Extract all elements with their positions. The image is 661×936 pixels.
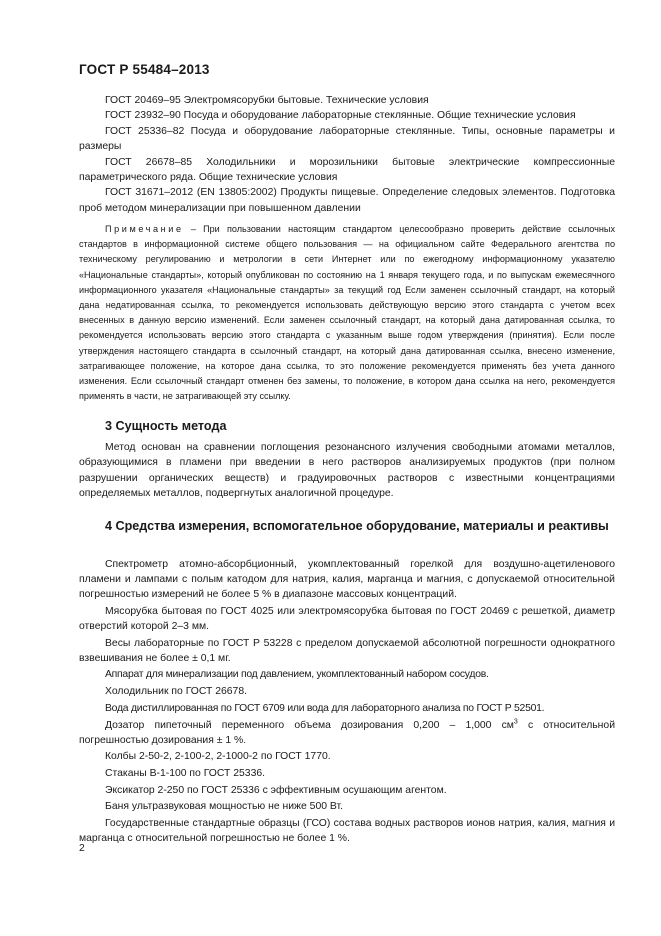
equipment-item: Эксикатор 2-250 по ГОСТ 25336 с эффективным осушающим агентом.	[105, 784, 447, 796]
section-3-body: Метод основан на сравнении поглощения резонансного излучения свободными атомами металлов, образующимися в пламени при введении в него растворов анализируемых продуктов (при полном разрушении органических веществ) и градуировочных растворов с известными концентрациями определяемых металлов, подвергнутых аналогичной процедуре.	[79, 442, 615, 500]
equipment-item: Вода дистиллированная по ГОСТ 6709 или вода для лабораторного анализа по ГОСТ Р 52501.	[105, 702, 545, 714]
equipment-item: Баня ультразвуковая мощностью не ниже 500 Вт.	[105, 801, 343, 813]
equipment-item: Спектрометр атомно-абсорбционный, укомплектованный горелкой для воздушно-ацетиленового пламени и лампами с полым катодом для натрия, калия, марганца и магния, с допускаемой относительной погрешностью измерений не более 5 % в диапазоне массовых концентраций.	[79, 559, 615, 601]
equipment-item-dispenser	[79, 718, 615, 748]
dispenser-text-end: с относительной погрешностью дозирования ± 1 %.	[79, 719, 615, 746]
reference-item: ГОСТ 26678–85 Холодильники и морозильники бытовые электрические компрессионные параметрического ряда. Общие технические условия	[79, 156, 615, 184]
equipment-item: Аппарат для минерализации под давлением, укомплектованный набором сосудов.	[105, 669, 489, 681]
section-4-body	[79, 557, 615, 848]
equipment-item: Весы лабораторные по ГОСТ Р 53228 с пределом допускаемой абсолютной погрешности однократного взвешивания не более ± 0,1 мг.	[79, 637, 615, 664]
standard-header: ГОСТ Р 55484–2013	[79, 62, 210, 77]
reference-item: ГОСТ 31671–2012 (EN 13805:2002) Продукты пищевые. Определение следовых элементов. Подготовка проб методом минерализации при повышенном давлении	[79, 187, 615, 214]
references-note	[79, 222, 615, 404]
reference-item: ГОСТ 20469–95 Электромясорубки бытовые. Технические условия	[105, 95, 429, 106]
note-lead: Примечание	[105, 224, 184, 234]
page-number: 2	[79, 843, 85, 854]
equipment-item: Государственные стандартные образцы (ГСО) состава водных растворов ионов натрия, калия, магния и марганца с относительной погрешностью не более 1 %.	[79, 818, 615, 845]
equipment-item: Колбы 2-50-2, 2-100-2, 2-1000-2 по ГОСТ 1770.	[105, 751, 331, 763]
note-text: – При пользовании настоящим стандартом целесообразно проверить действие ссылочных стандартов в информационной системе общего пользования — на официальном сайте Федерального агентства по техническому регулированию и метрологии в сети Интернет или по ежегодному информационному указателю «Национальные стандарты», который опубликован по состоянию на 1 января текущего года, и по выпускам ежемесячного информационного указателя «Национальные стандарты» за текущий год Если заменен ссылочный стандарт, на который дана недатированная ссылка, то рекомендуется использовать действующую версию этого стандарта с учетом всех внесенных в данную версию изменений. Если заменен ссылочный стандарт, на который дана датированная ссылка, то рекомендуется использовать версию этого стандарта с указанным выше годом утверждения (принятия). Если после утверждения настоящего стандарта в ссылочный стандарт, на который дана датированная ссылка, внесено изменение, затрагивающее положение, на которое дана ссылка, то это положение рекомендуется применять без учета данного изменения. Если ссылочный стандарт отменен без замены, то положение, в котором дана ссылка на него, рекомендуется применять в части, не затрагивающей эту ссылку.	[79, 224, 615, 402]
dispenser-text: Дозатор пипеточный переменного объема дозирования 0,200 – 1,000 см	[105, 719, 514, 731]
dispenser-unit-sup: 3	[513, 718, 518, 726]
equipment-item: Мясорубка бытовая по ГОСТ 4025 или электромясорубка бытовая по ГОСТ 20469 с решеткой, диаметр отверстий которой 2–3 мм.	[79, 605, 615, 632]
reference-item: ГОСТ 25336–82 Посуда и оборудование лабораторные стеклянные. Типы, основные параметры и размеры	[79, 125, 615, 153]
section-4-title: 4 Средства измерения, вспомогательное оборудование, материалы и реактивы	[105, 519, 609, 533]
equipment-item: Холодильник по ГОСТ 26678.	[105, 686, 248, 698]
section-3-title: 3 Сущность метода	[105, 419, 227, 433]
equipment-item: Стаканы В-1-100 по ГОСТ 25336.	[105, 767, 266, 779]
reference-item: ГОСТ 23932–90 Посуда и оборудование лабораторные стеклянные. Общие технические условия	[105, 110, 576, 122]
normative-references	[79, 93, 615, 216]
